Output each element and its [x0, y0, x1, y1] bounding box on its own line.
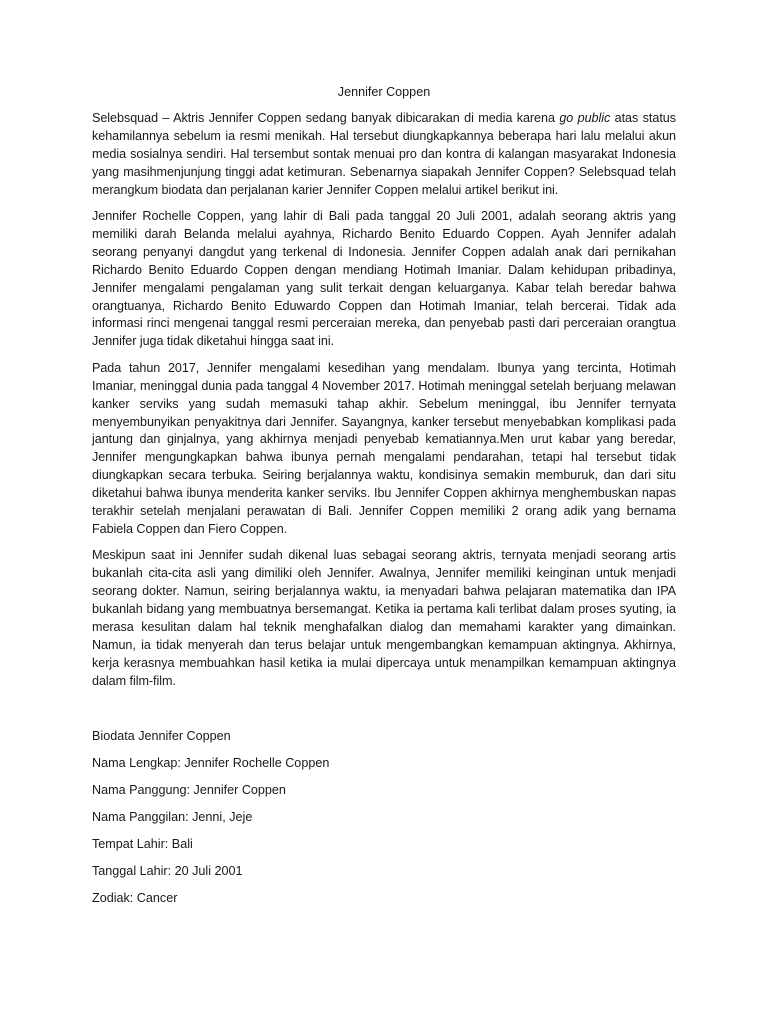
biodata-birthdate: Tanggal Lahir: 20 Juli 2001: [92, 863, 243, 878]
paragraph-intro-end: atas status kehamilannya sebelum ia resmi menikah. Hal tersebut diungkapkannya beberapa hari lalu melalui akun media sosialnya sendiri. Hal tersembut sontak menuai pro dan kontra di kalangan masyarakat Indonesia yang masihmenjunjung tinggi adat ketimuran. Sebenarnya siapakah Jennifer Coppen? Selebsquad telah merangkum biodata dan perjalanan karier Jennifer Coppen melalui artikel berikut ini.: [92, 111, 676, 197]
biodata-zodiac: Zodiak: Cancer: [92, 890, 178, 905]
document-title: Jennifer Coppen: [337, 85, 431, 99]
biodata-nickname: Nama Panggilan: Jenni, Jeje: [92, 809, 253, 824]
paragraph-career: Meskipun saat ini Jennifer sudah dikenal luas sebagai seorang aktris, ternyata menjadi seorang artis bukanlah cita-cita asli yang dimiliki oleh Jennifer. Awalnya, Jennifer memiliki keinginan untuk menjadi seorang dokter. Namun, seiring berjalannya waktu, ia menyadari bahwa pelajaran matematika dan IPA bukanlah bidang yang membuatnya bersemangat. Ketika ia pertama kali terlibat dalam proses syuting, ia merasa kesulitan dalam hal teknik menghafalkan dialog dan memahami karakter yang dimainkan. Namun, ia tidak menyerah dan terus belajar untuk mengembangkan kemampuan aktingnya. Akhirnya, kerja kerasnya membuahkan hasil ketika ia mulai dipercaya untuk menampilkan kemampuan aktingnya dalam film-film.: [92, 548, 676, 688]
biodata-birthplace: Tempat Lahir: Bali: [92, 836, 193, 851]
paragraph-intro-start: Selebsquad – Aktris Jennifer Coppen sedang banyak dibicarakan di media karena: [92, 111, 560, 125]
paragraph-mother: Pada tahun 2017, Jennifer mengalami kesedihan yang mendalam. Ibunya yang tercinta, Hotimah Imaniar, meninggal dunia pada tanggal 4 November 2017. Hotimah meninggal setelah berjuang melawan kanker serviks yang sudah memasuki tahap akhir. Sebelum meninggal, ibu Jennifer ternyata menyembunyikan penyakitnya dari Jennifer. Sayangnya, kanker tersebut menyebabkan komplikasi pada jantung dan ginjalnya, yang akhirnya menjadi penyebab kematiannya.Men urut kabar yang beredar, Jennifer mengungkapkan bahwa ibunya pernah mengalami pendarahan, tetapi hal tersebut tidak diungkapkan secara terbuka. Seiring berjalannya waktu, kondisinya semakin memburuk, dan dari situ diketahui bahwa ibunya menderita kanker serviks. Ibu Jennifer Coppen akhirnya menghembuskan napas terakhir setelah menjalani perawatan di Bali. Jennifer Coppen memiliki 2 orang adik yang bernama Fabiela Coppen dan Fiero Coppen.: [92, 360, 676, 536]
paragraph-intro: [92, 110, 676, 200]
paragraph-family: Jennifer Rochelle Coppen, yang lahir di Bali pada tanggal 20 Juli 2001, adalah seorang aktris yang memiliki darah Belanda melalui ayahnya, Richardo Benito Eduardo Coppen. Ayah Jennifer adalah seorang penyanyi dangdut yang terkenal di Indonesia. Jennifer Coppen adalah anak dari pernikahan Richardo Benito Eduardo Coppen dengan mendiang Hotimah Imaniar. Dalam kehidupan pribadinya, Jennifer mengalami pengalaman yang sulit terkait dengan keluarganya. Kabar telah beredar bahwa orangtuanya, Richardo Benito Eduwardo Coppen dan Hotimah Imaniar, telah bercerai. Tidak ada informasi rinci mengenai tanggal resmi perceraian mereka, dan penyebab pasti dari perceraian orangtua Jennifer juga tidak diketahui hingga saat ini.: [92, 209, 676, 349]
biodata-section: [92, 728, 676, 907]
document-page: [92, 84, 676, 917]
paragraph-intro-italic: go public: [559, 111, 611, 125]
biodata-heading: Biodata Jennifer Coppen: [92, 728, 231, 743]
biodata-stage-name: Nama Panggung: Jennifer Coppen: [92, 782, 286, 797]
biodata-full-name: Nama Lengkap: Jennifer Rochelle Coppen: [92, 755, 330, 770]
